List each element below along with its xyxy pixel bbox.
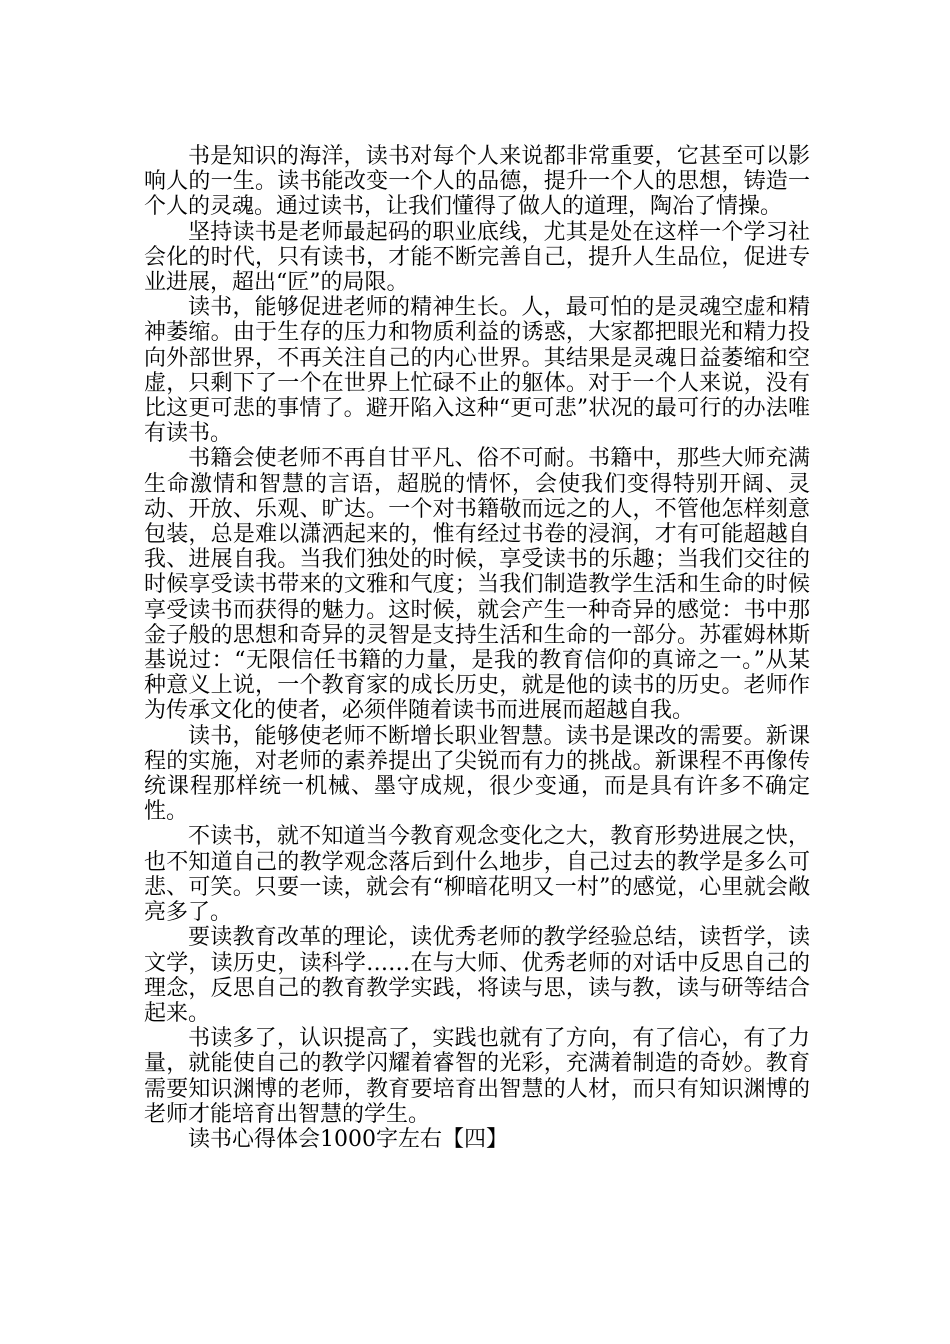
paragraph-1: 书是知识的海洋，读书对每个人来说都非常重要，它甚至可以影响人的一生。读书能改变一个人的品德，提升一个人的思想，铸造一个人的灵魂。通过读书，让我们懂得了做人的道理，陶冶了情操。: [144, 144, 810, 220]
section-heading: 读书心得体会1000字左右【四】: [188, 1126, 508, 1152]
document-body: [144, 144, 810, 1152]
paragraph-6: 不读书，就不知道当今教育观念变化之大，教育形势进展之快，也不知道自己的教学观念落后到什么地步，自己过去的教学是多么可悲、可笑。只要一读，就会有“柳暗花明又一村”的感觉，心里就会敞亮多了。: [144, 824, 810, 926]
paragraph-5: 读书，能够使老师不断增长职业智慧。读书是课改的需要。新课程的实施，对老师的素养提出了尖锐而有力的挑战。新课程不再像传统课程那样统一机械、墨守成规，很少变通，而是具有许多不确定性。: [144, 723, 810, 825]
paragraph-7: 要读教育改革的理论，读优秀老师的教学经验总结，读哲学，读文学，读历史，读科学……在与大师、优秀老师的对话中反思自己的理念，反思自己的教育教学实践，将读与思，读与教，读与研等结合起来。: [144, 925, 810, 1026]
paragraph-2: 坚持读书是老师最起码的职业底线，尤其是处在这样一个学习社会化的时代，只有读书，才能不断完善自己，提升人生品位，促进专业进展，超出“匠”的局限。: [144, 219, 810, 296]
paragraph-8: 书读多了，认识提高了，实践也就有了方向，有了信心，有了力量，就能使自己的教学闪耀着睿智的光彩，充满着制造的奇妙。教育需要知识渊博的老师，教育要培育出智慧的人材，而只有知识渊博的老师才能培育出智慧的学生。: [144, 1026, 810, 1127]
paragraph-4: 书籍会使老师不再自甘平凡、俗不可耐。书籍中，那些大师充满生命激情和智慧的言语，超脱的情怀，会使我们变得特别开阔、灵动、开放、乐观、旷达。一个对书籍敬而远之的人，不管他怎样刻意包装，总是难以潇洒起来的，惟有经过书卷的浸润，才有可能超越自我、进展自我。当我们独处的时候，享受读书的乐趣；当我们交往的时候享受读书带来的文雅和气度；当我们制造教学生活和生命的时候享受读书而获得的魅力。这时候，就会产生一种奇异的感觉：书中那金子般的思想和奇异的灵智是支持生活和生命的一部分。苏霍姆林斯基说过：“无限信任书籍的力量，是我的教育信仰的真谛之一。”从某种意义上说，一个教育家的成长历史，就是他的读书的历史。老师作为传承文化的使者，必须伴随着读书而进展而超越自我。: [144, 446, 810, 724]
paragraph-3: 读书，能够促进老师的精神生长。人，最可怕的是灵魂空虚和精神萎缩。由于生存的压力和物质利益的诱惑，大家都把眼光和精力投向外部世界，不再关注自己的内心世界。其结果是灵魂日益萎缩和空虚，只剩下了一个在世界上忙碌不止的躯体。对于一个人来说，没有比这更可悲的事情了。避开陷入这种“更可悲”状况的最可行的办法唯有读书。: [144, 295, 810, 447]
